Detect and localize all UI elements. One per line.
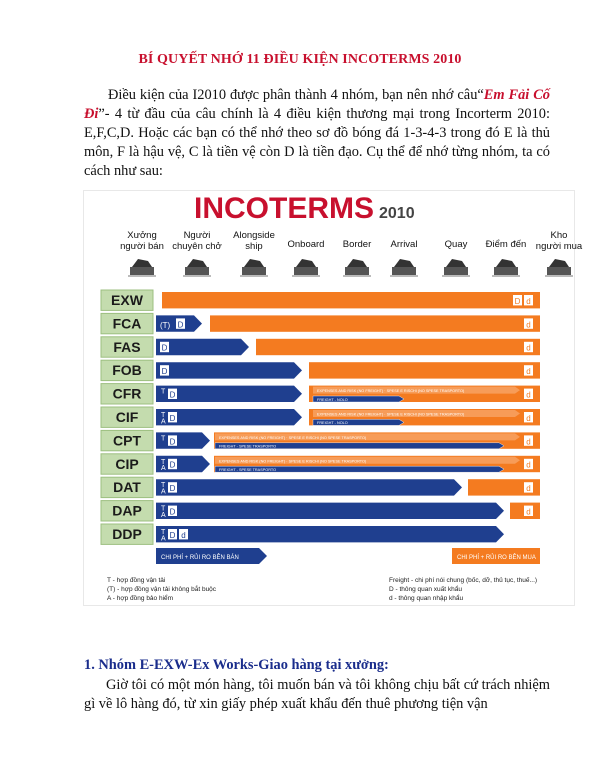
stage-label: Điểm đến — [485, 239, 527, 250]
badge-D: D — [169, 390, 176, 400]
incoterms-chart — [84, 191, 583, 605]
seller-arrow — [156, 386, 302, 402]
buyer-bar — [210, 315, 540, 331]
seller-arrow — [156, 362, 302, 378]
incoterms-logo-text: INCOTERMS — [194, 192, 374, 225]
term-code: CIF — [115, 409, 139, 425]
stage-label: Arrival — [390, 239, 418, 250]
term-row-exw — [101, 290, 540, 310]
badge-D: D — [169, 413, 176, 423]
term-row-fca — [101, 313, 540, 333]
buyer-badge-d: d — [526, 413, 531, 423]
badge-T: T — [161, 505, 166, 513]
badge-T: T — [161, 529, 166, 536]
term-code: CPT — [113, 432, 141, 449]
stage-label: Alongside ship — [233, 230, 275, 252]
badge-optional-T: (T) — [160, 320, 171, 330]
stage-label: Quay — [444, 239, 468, 250]
expenses-label: EXPENSES AND RISK (NO FREIGHT) · SPESE E RISCHI (NO SPESE TRASPORTO) — [219, 459, 367, 464]
legend-left-item: A - hợp đồng bảo hiểm — [107, 595, 174, 602]
section-heading: 1. Nhóm E-EXW-Ex Works-Giao hàng tại xưởng: — [84, 657, 389, 673]
freight-label: FREIGHT - NOLO — [317, 397, 348, 402]
expenses-label: EXPENSES AND RISK (NO FREIGHT) · SPESE E RISCHI (NO SPESE TRASPORTO) — [317, 412, 465, 417]
legend-left-item: (T) - hợp đồng vận tải không bắt buộc — [107, 586, 217, 593]
term-row-dap — [101, 501, 540, 521]
badge-A: A — [161, 418, 166, 426]
buyer-badge-d: d — [526, 507, 531, 517]
buyer-badge-d: d — [526, 296, 531, 306]
buyer-badge-d: d — [526, 390, 531, 400]
term-row-cip — [101, 454, 540, 474]
freight-label: FREIGHT - NOLO — [317, 421, 348, 426]
term-code: DAP — [112, 502, 142, 519]
badge-D: D — [169, 530, 176, 540]
term-row-cif — [101, 407, 540, 427]
badge-D: D — [177, 320, 184, 330]
intro-text-before: Điều kiện của I2010 được phân thành 4 nhóm, bạn nên nhớ câu“ — [108, 87, 484, 103]
page-title: BÍ QUYẾT NHỚ 11 ĐIỀU KIỆN INCOTERMS 2010 — [138, 52, 462, 67]
buyer-badge-d: d — [526, 320, 531, 330]
seller-arrow — [156, 526, 504, 542]
badge-D: D — [169, 460, 176, 470]
intro-emphasis: Em Fải Cố Đi — [84, 87, 551, 122]
badge-D: D — [169, 507, 176, 517]
buyer-badge-d: d — [526, 437, 531, 447]
legend-left-item: T - hợp đồng vận tải — [107, 577, 166, 584]
badge-T: T — [161, 482, 166, 490]
buyer-band-label: CHI PHÍ + RỦI RO BÊN MUA — [457, 555, 536, 561]
term-code: DAT — [113, 479, 141, 496]
expenses-label: EXPENSES AND RISK (NO FREIGHT) · SPESE E RISCHI (NO SPESE TRASPORTO) — [317, 389, 465, 394]
seller-arrow — [156, 409, 302, 425]
badge-T: T — [161, 412, 166, 419]
badge-A: A — [161, 535, 166, 543]
buyer-bar — [162, 292, 540, 308]
term-row-cfr — [101, 384, 540, 404]
stage-label: Người chuyên chở — [172, 230, 222, 252]
stage-label: Border — [342, 239, 372, 250]
badge-d: d — [181, 530, 186, 540]
badge-D: D — [161, 367, 168, 377]
buyer-badge-d: d — [526, 460, 531, 470]
term-code: CFR — [112, 385, 142, 402]
seller-arrow — [156, 339, 249, 355]
expenses-label: EXPENSES AND RISK (NO FREIGHT) · SPESE E RISCHI (NO SPESE TRASPORTO) — [219, 435, 367, 440]
seller-arrow — [156, 503, 504, 519]
term-row-fob — [101, 360, 540, 380]
buyer-badge-d: d — [526, 484, 531, 494]
badge-A: A — [161, 465, 166, 473]
buyer-badge-D: D — [514, 296, 521, 306]
badge-D: D — [161, 343, 168, 353]
legend-right-item: D - thông quan xuất khẩu — [389, 586, 462, 593]
stage-label: Xưởng người bán — [120, 230, 164, 252]
badge-T: T — [161, 435, 166, 443]
term-code: FCA — [112, 315, 142, 332]
legend-right-item: d - thông quan nhập khẩu — [389, 595, 464, 602]
stage-label: Onboard — [287, 239, 325, 250]
intro-paragraph — [84, 86, 550, 181]
badge-T: T — [161, 388, 166, 396]
freight-label: FREIGHT - SPESE TRASPORTO — [219, 468, 277, 472]
stage-label: Kho người mua — [535, 230, 583, 252]
seller-band-label: CHI PHÍ + RỦI RO BÊN BÁN — [161, 555, 239, 561]
term-row-fas — [101, 337, 540, 357]
buyer-bar — [256, 339, 540, 355]
badge-A: A — [161, 488, 166, 496]
incoterms-infographic — [83, 190, 583, 606]
term-code: DDP — [112, 526, 142, 542]
term-code: CIP — [115, 455, 139, 472]
badge-D: D — [169, 484, 176, 494]
buyer-badge-d: d — [526, 343, 531, 353]
incoterms-logo-year: 2010 — [379, 205, 415, 222]
term-row-dat — [101, 477, 540, 497]
freight-label: FREIGHT - SPESE TRASPORTO — [219, 444, 277, 449]
badge-A: A — [161, 512, 166, 519]
seller-arrow — [156, 479, 462, 495]
badge-D: D — [169, 437, 176, 447]
term-row-cpt — [101, 430, 540, 450]
term-code: FAS — [113, 338, 141, 355]
section-body: Giờ tôi có một món hàng, tôi muốn bán và tôi không chịu bất cứ trách nhiệm gì về lô hàng đó, từ xin giấy phép xuất khẩu đến thuê phương tiện vận — [84, 677, 550, 712]
term-code: EXW — [111, 292, 143, 308]
buyer-bar — [309, 362, 540, 378]
term-code: FOB — [112, 362, 142, 379]
intro-text-after: ”- 4 từ đầu của câu chính là 4 điều kiện thương mại trong Incorterm 2010: E,F,C,D. Hoặc các bạn có thể nhớ theo sơ đồ bóng đá 1-3-4-3 trong đó E là thủ môn, F là hậu vệ, C là tiền vệ còn D là tiền đạo. Cụ thể để nhớ từng nhóm, ta có cách như sau: — [84, 106, 550, 179]
legend-right-item: Freight - chi phí nói chung (bốc, dỡ, thủ tục, thuế...) — [389, 577, 538, 584]
term-row-ddp — [101, 524, 504, 544]
badge-T: T — [161, 458, 166, 466]
buyer-badge-d: d — [526, 367, 531, 377]
